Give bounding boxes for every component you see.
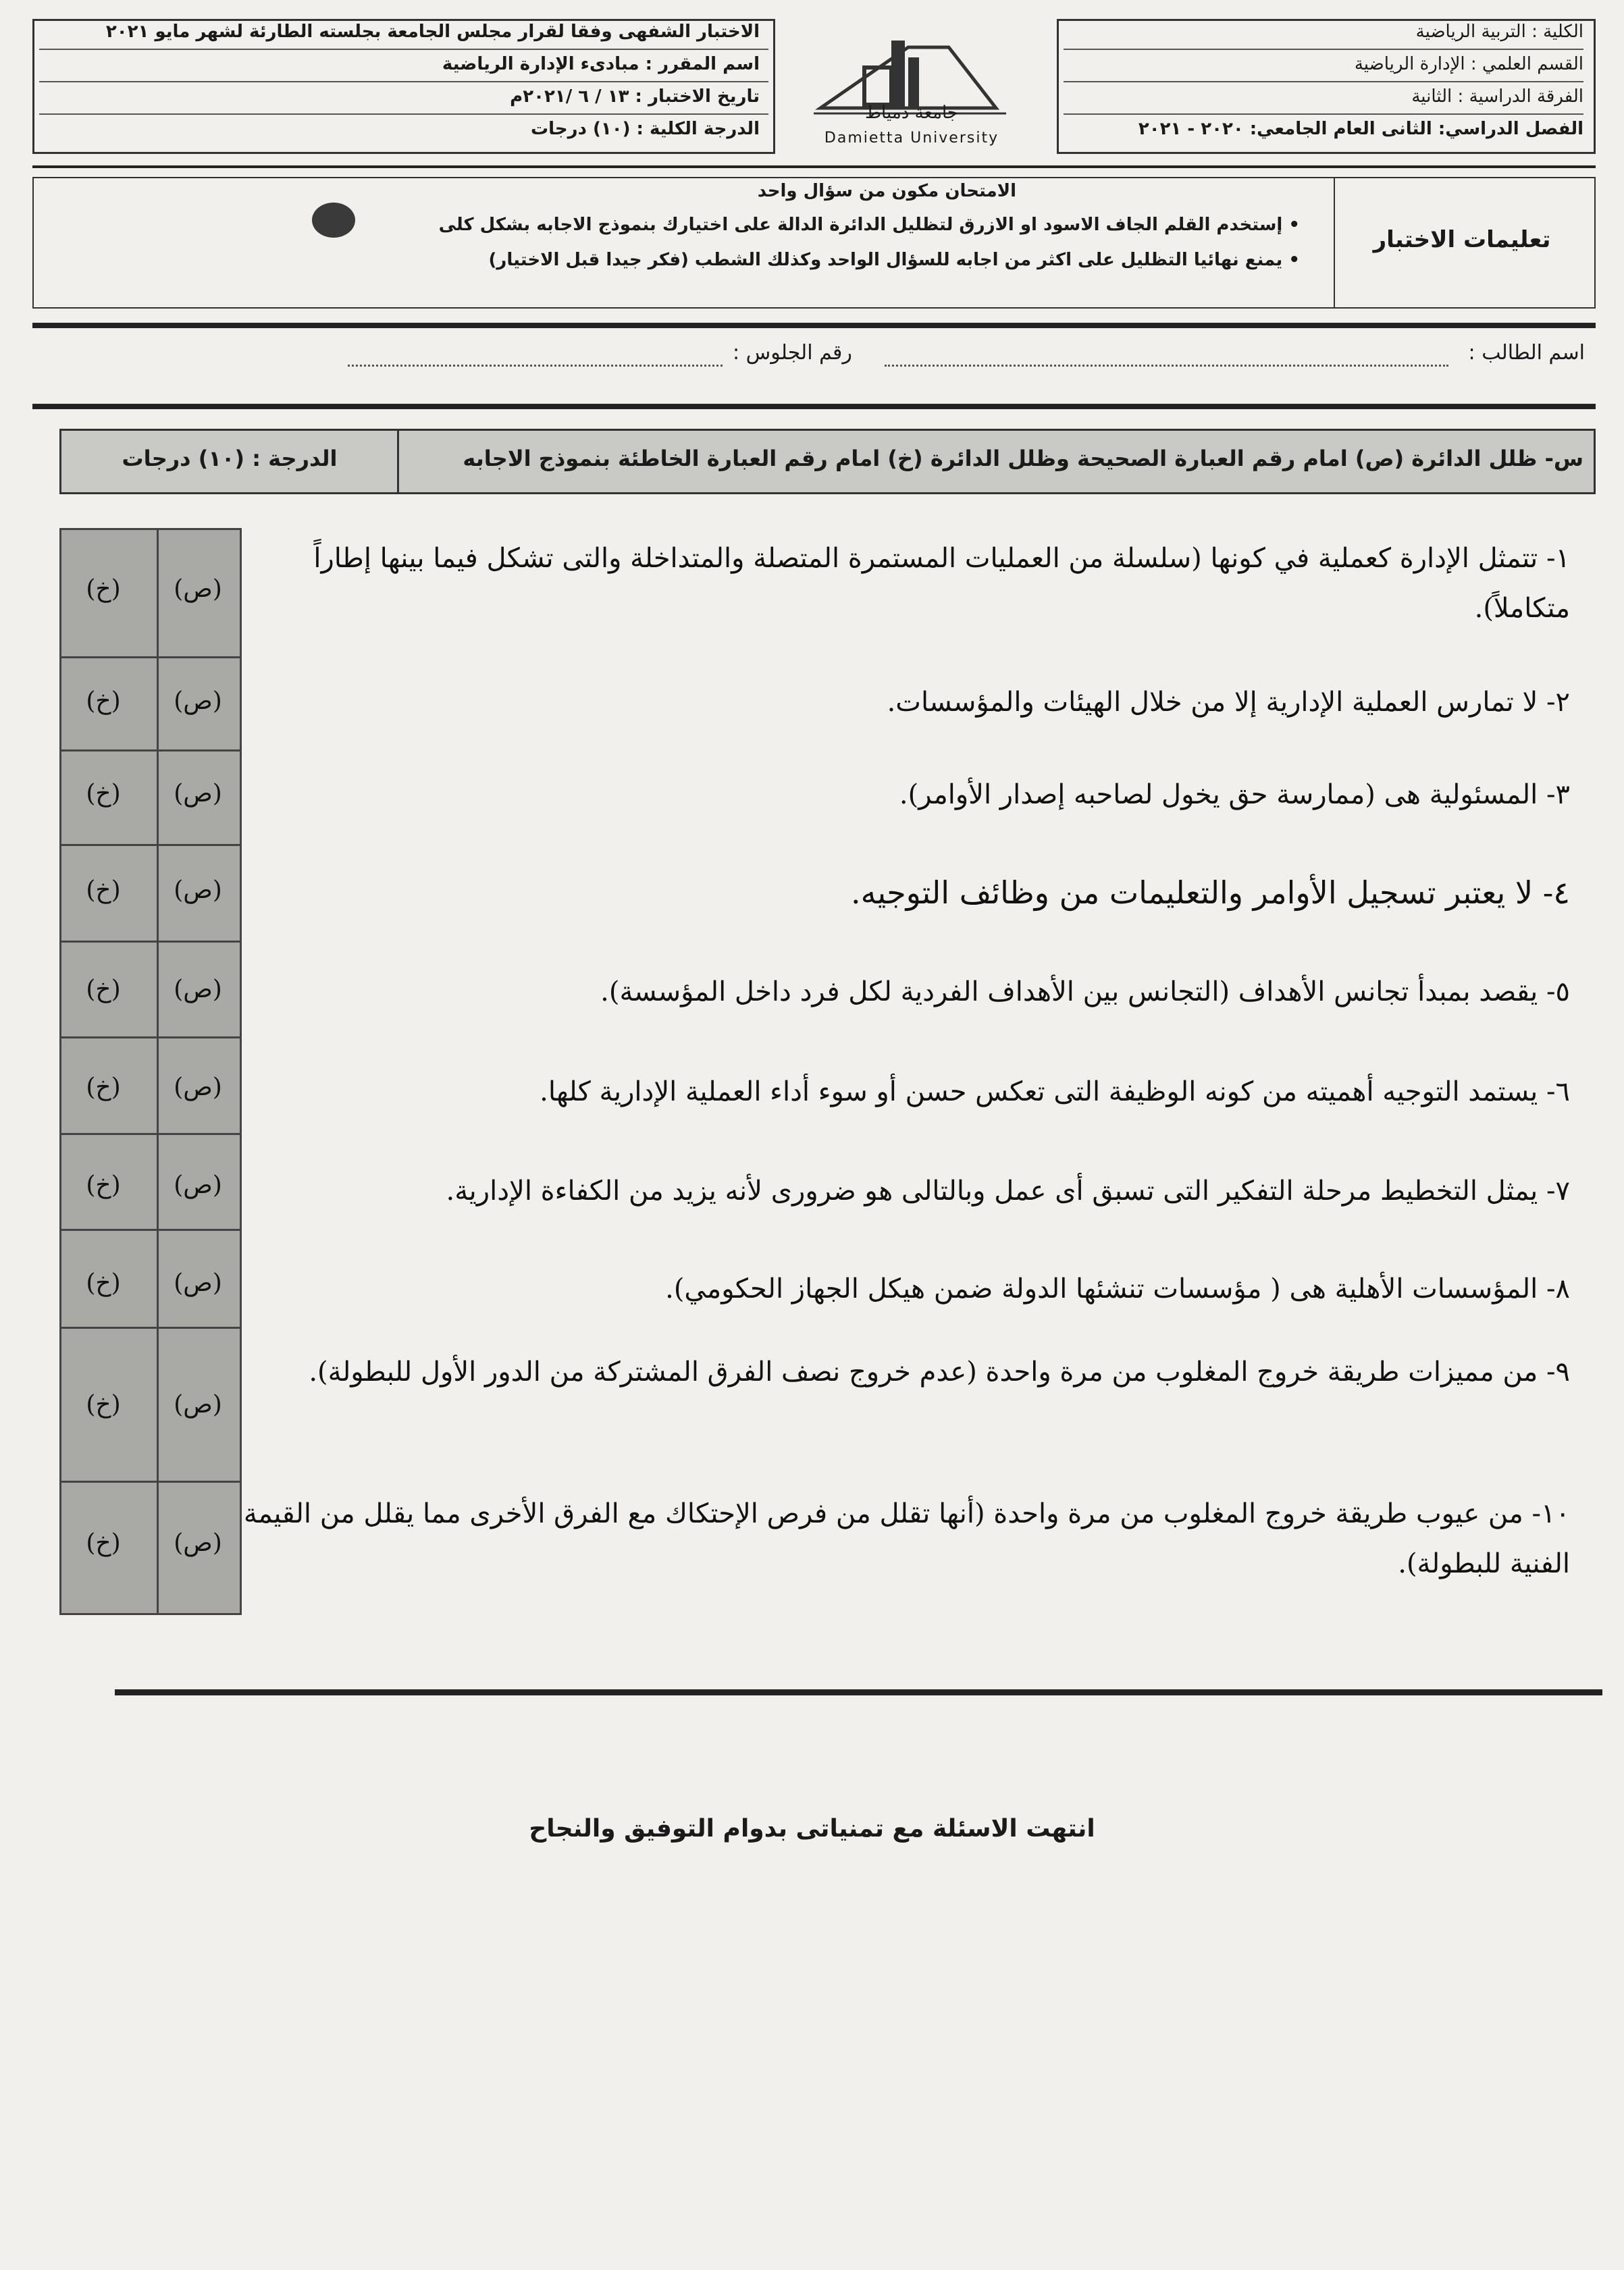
bubble-true-8[interactable]: (ص) [174,1269,222,1297]
university-logo [814,27,1010,155]
instructions-intro: الامتحان مكون من سؤال واحد [757,181,1016,201]
bubble-false-2[interactable]: (خ) [86,687,121,715]
statement-2: ٢- لا تمارس العملية الإدارية إلا من خلال الهيئات والمؤسسات. [887,687,1570,718]
bubble-true-3[interactable]: (ص) [174,780,222,808]
exam-decree-line: الاختبار الشفهى وفقا لقرار مجلس الجامعة بجلسته الطارئة لشهر مايو ٢٠٢١ [105,22,760,42]
logo-arabic-text: جامعة دمياط [865,103,958,123]
bubble-false-8[interactable]: (خ) [86,1269,121,1297]
instruction-item-2-text: يمنع نهائيا التظليل على اكثر من اجابه للسؤال الواحد وكذلك الشطب (فكر جيدا قبل الاختيار) [488,250,1283,270]
bubble-false-3[interactable]: (خ) [86,780,121,808]
filled-circle-example-icon [312,203,355,238]
statement-10: ١٠- من عيوب طريقة خروج المغلوب من مرة واحدة (أنها تقلل من فرص الإحتكاك مع الفرق الأخرى مما يقلل من القيمة الفنية للبطولة). [243,1498,1570,1579]
bubble-false-5[interactable]: (خ) [86,976,121,1003]
bubble-true-5[interactable]: (ص) [174,976,222,1003]
instruction-item-1: • إستخدم القلم الجاف الاسود او الازرق لتظليل الدائرة الدالة على اختيارك بنموذج الاجابه بشكل كلى [438,215,1300,235]
total-grade-line: الدرجة الكلية : (١٠) درجات [530,119,760,139]
bubble-true-9[interactable]: (ص) [174,1391,222,1419]
statement-1: ١- تتمثل الإدارة كعملية في كونها (سلسلة من العمليات المستمرة المتصلة والمتداخلة والتى تشكل فيما بينها إطاراً متكاملاً). [313,543,1570,624]
bubble-true-10[interactable]: (ص) [174,1529,222,1557]
closing-message: انتهت الاسئلة مع تمنياتى بدوام التوفيق والنجاح [529,1815,1095,1843]
student-name-label: اسم الطالب : [1468,341,1585,365]
faculty-line: الكلية : التربية الرياضية [1415,22,1583,42]
bubble-false-7[interactable]: (خ) [86,1171,121,1199]
question-text: س- ظلل الدائرة (ص) امام رقم العبارة الصحيحة وظلل الدائرة (خ) امام رقم العبارة الخاطئة بنموذج الاجابه [463,446,1583,471]
statement-9: ٩- من مميزات طريقة خروج المغلوب من مرة واحدة (عدم خروج نصف الفرق المشتركة من الدور الأول للبطولة). [309,1356,1570,1388]
bubble-true-1[interactable]: (ص) [174,575,222,603]
statement-7: ٧- يمثل التخطيط مرحلة التفكير التى تسبق أى عمل وبالتالى هو ضرورى لأنه يزيد من الكفاءة الإدارية. [446,1176,1570,1207]
statement-5: ٥- يقصد بمبدأ تجانس الأهداف (التجانس بين الأهداف الفردية لكل فرد داخل المؤسسة). [600,976,1570,1007]
course-name-line: اسم المقرر : مبادىء الإدارة الرياضية [442,54,760,74]
bubble-false-10[interactable]: (خ) [86,1529,121,1557]
bubble-true-6[interactable]: (ص) [174,1074,222,1101]
bubble-false-1[interactable]: (خ) [86,575,121,603]
instructions-label: تعليمات الاختبار [1373,226,1551,253]
bubble-true-4[interactable]: (ص) [174,876,222,904]
semester-line: الفصل الدراسي: الثانى العام الجامعي: ٢٠٢٠ - ٢٠٢١ [1138,119,1583,139]
statement-6: ٦- يستمد التوجيه أهميته من كونه الوظيفة التى تعكس حسن أو سوء أداء العملية الإدارية كلها. [540,1076,1570,1107]
statement-3: ٣- المسئولية هى (ممارسة حق يخول لصاحبه إصدار الأوامر). [899,779,1570,810]
question-grade: الدرجة : (١٠) درجات [122,446,338,471]
seat-number-field[interactable] [348,365,723,367]
statement-8: ٨- المؤسسات الأهلية هى ( مؤسسات تنشئها الدولة ضمن هيكل الجهاز الحكومي). [665,1273,1570,1304]
year-level-line: الفرقة الدراسية : الثانية [1411,86,1583,107]
bubble-true-2[interactable]: (ص) [174,687,222,715]
bubble-false-9[interactable]: (خ) [86,1391,121,1419]
instruction-item-1-text: إستخدم القلم الجاف الاسود او الازرق لتظليل الدائرة الدالة على اختيارك بنموذج الاجابه بشكل كلى [438,215,1283,235]
bubble-true-7[interactable]: (ص) [174,1171,222,1199]
logo-english-text: Damietta University [824,130,999,147]
bubble-false-6[interactable]: (خ) [86,1074,121,1101]
bubble-false-4[interactable]: (خ) [86,876,121,904]
department-line: القسم العلمي : الإدارة الرياضية [1354,54,1583,74]
instruction-item-2: • يمنع نهائيا التظليل على اكثر من اجابه للسؤال الواحد وكذلك الشطب (فكر جيدا قبل الاختيار) [488,250,1300,270]
statement-4: ٤- لا يعتبر تسجيل الأوامر والتعليمات من وظائف التوجيه. [851,874,1570,911]
seat-number-label: رقم الجلوس : [733,341,852,365]
exam-date-line: تاريخ الاختبار : ١٣ / ٦ /٢٠٢١م [510,86,760,107]
student-name-field[interactable] [885,365,1448,367]
